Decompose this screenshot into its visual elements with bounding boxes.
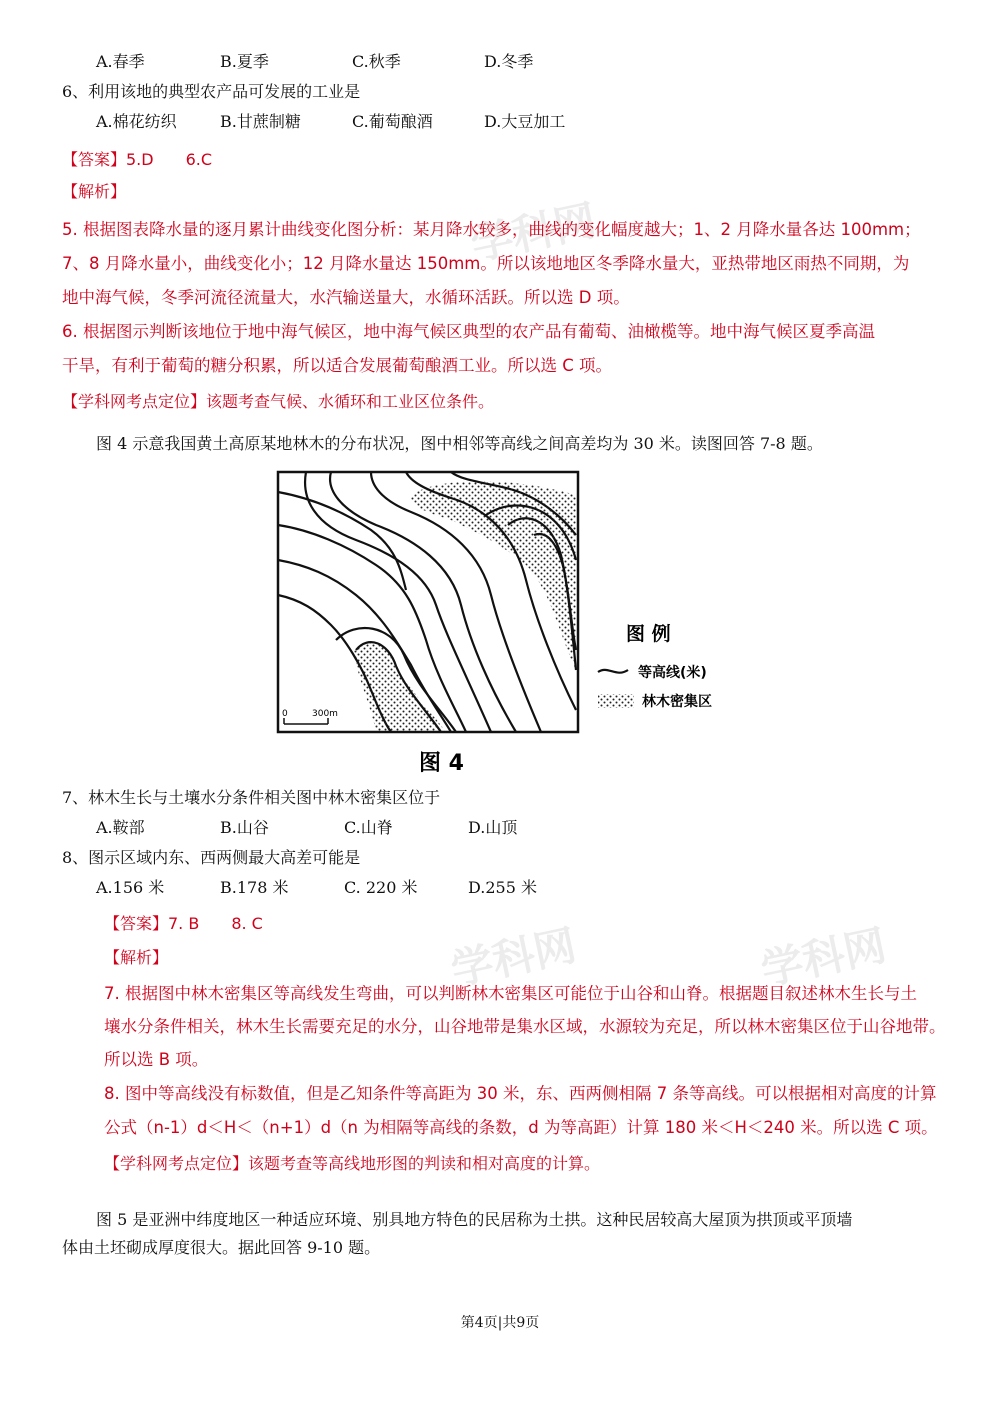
contour-map <box>276 470 726 780</box>
q8-option-d: D.255 米 <box>468 878 537 897</box>
legend-contour-symbol <box>598 670 628 673</box>
analysis-line: 6. 根据图示判断该地位于地中海气候区，地中海气候区典型的农产品有葡萄、油橄榄等。地中海气候区夏季高温 <box>62 322 875 341</box>
answer-7-8: 【答案】7. B 8. C <box>104 914 263 933</box>
q8-option-c: C. 220 米 <box>344 878 418 897</box>
legend-title: 图 例 <box>626 623 671 645</box>
analysis-line: 8. 图中等高线没有标数值，但是乙知条件等高距为 30 米，东、西两侧相隔 7 条等高线。可以根据相对高度的计算 <box>104 1084 937 1103</box>
figure5-intro: 图 5 是亚洲中纬度地区一种适应环境、别具地方特色的民居称为土拱。这种民居较高大屋顶为拱顶或平顶墙 <box>96 1210 853 1229</box>
analysis-line: 所以选 B 项。 <box>104 1050 209 1069</box>
legend-contour-label: 等高线(米) <box>638 665 707 681</box>
answer-5-6: 【答案】5.D 6.C <box>62 150 213 169</box>
analysis-label: 【解析】 <box>62 182 127 201</box>
q7-option-c: C.山脊 <box>344 818 393 837</box>
analysis-line: 7、8 月降水量小，曲线变化小；12 月降水量达 150mm。所以该地地区冬季降水量大，亚热带地区雨热不同期，为 <box>62 254 910 273</box>
watermark: 学科网 <box>446 920 581 995</box>
q8-option-a: A.156 米 <box>96 878 165 897</box>
q8-option-b: B.178 米 <box>220 878 289 897</box>
q7-option-a: A.鞍部 <box>96 818 145 837</box>
q6-option-d: D.大豆加工 <box>484 112 566 131</box>
figure-4 <box>276 470 726 780</box>
q7-stem: 7、林木生长与土壤水分条件相关图中林木密集区位于 <box>62 788 441 807</box>
q5-option-c: C.秋季 <box>352 52 401 71</box>
q8-stem: 8、图示区域内东、西两侧最大高差可能是 <box>62 848 361 867</box>
figure5-intro-cont: 体由土坯砌成厚度很大。据此回答 9-10 题。 <box>62 1238 381 1257</box>
analysis-line: 干旱，有利于葡萄的糖分积累，所以适合发展葡萄酿酒工业。所以选 C 项。 <box>62 356 613 375</box>
q5-option-d: D.冬季 <box>484 52 534 71</box>
scale-zero-label: 0 <box>282 709 288 719</box>
analysis-line: 地中海气候，冬季河流径流量大，水汽输送量大，水循环活跃。所以选 D 项。 <box>62 288 630 307</box>
figure4-intro: 图 4 示意我国黄土高原某地林木的分布状况，图中相邻等高线之间高差均为 30 米。读图回答 7-8 题。 <box>96 434 823 453</box>
q7-option-d: D.山顶 <box>468 818 518 837</box>
q6-option-c: C.葡萄酿酒 <box>352 112 433 131</box>
scale-value-label: 300m <box>312 709 338 719</box>
scale-bar <box>282 709 338 724</box>
page-footer: 第4页|共9页 <box>460 1315 540 1331</box>
q5-option-b: B.夏季 <box>220 52 269 71</box>
q7-option-b: B.山谷 <box>220 818 269 837</box>
q5-option-a: A.春季 <box>96 52 145 71</box>
legend-forest-label: 林木密集区 <box>642 694 712 710</box>
topic-locator: 【学科网考点定位】该题考查等高线地形图的判读和相对高度的计算。 <box>104 1154 601 1173</box>
q6-option-b: B.甘蔗制糖 <box>220 112 301 131</box>
figure-caption: 图 4 <box>419 751 464 776</box>
q6-option-a: A.棉花纺织 <box>96 112 177 131</box>
legend-forest-symbol <box>598 694 634 708</box>
analysis-line: 7. 根据图中林木密集区等高线发生弯曲，可以判断林木密集区可能位于山谷和山脊。根据题目叙述林木生长与土 <box>104 984 917 1003</box>
analysis-line: 壤水分条件相关，林木生长需要充足的水分，山谷地带是集水区域，水源较为充足，所以林木密集区位于山谷地带。 <box>104 1017 946 1036</box>
watermark: 学科网 <box>756 920 891 995</box>
q6-stem: 6、利用该地的典型农产品可发展的工业是 <box>62 82 361 101</box>
topic-locator: 【学科网考点定位】该题考查气候、水循环和工业区位条件。 <box>62 392 495 411</box>
analysis-label: 【解析】 <box>104 948 169 967</box>
analysis-line: 公式（n-1）d＜H＜（n+1）d（n 为相隔等高线的条数，d 为等高距）计算 180 米＜H＜240 米。所以选 C 项。 <box>104 1118 938 1137</box>
analysis-line: 5. 根据图表降水量的逐月累计曲线变化图分析：某月降水较多，曲线的变化幅度越大；1、2 月降水量各达 100mm； <box>62 220 921 239</box>
watermark: 学科网 <box>466 195 601 270</box>
